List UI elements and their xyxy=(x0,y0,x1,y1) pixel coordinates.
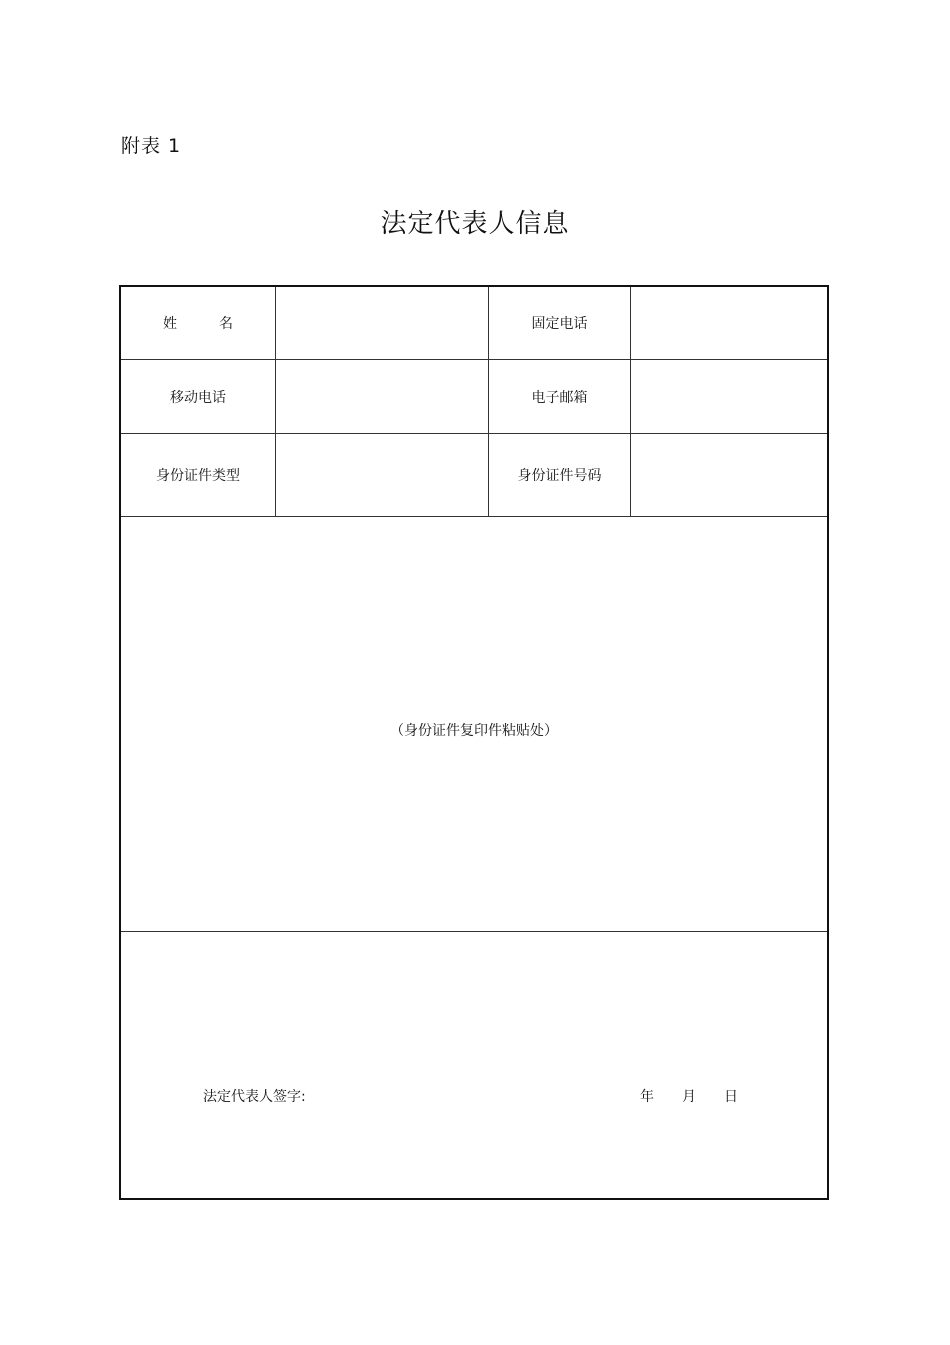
mobile-label: 移动电话 xyxy=(170,389,226,406)
email-field[interactable] xyxy=(631,360,827,433)
date-month-label: 月 xyxy=(682,1089,696,1105)
id-type-label: 身份证件类型 xyxy=(156,468,240,484)
signature-field[interactable] xyxy=(321,1067,601,1107)
id-type-field[interactable] xyxy=(276,434,488,516)
signature-label: 法定代表人签字: xyxy=(203,1089,306,1105)
name-field[interactable] xyxy=(276,287,488,359)
id-number-label: 身份证件号码 xyxy=(517,468,602,484)
section-divider xyxy=(121,931,827,932)
name-label xyxy=(121,287,275,359)
email-label: 电子邮箱 xyxy=(531,389,588,406)
landline-field[interactable] xyxy=(631,287,827,359)
id-copy-note: （身份证件复印件粘贴处） xyxy=(390,723,558,739)
mobile-field[interactable] xyxy=(276,360,488,433)
legal-representative-form xyxy=(119,285,829,1200)
date-day-label: 日 xyxy=(724,1089,738,1105)
name-label-char: 姓 xyxy=(163,316,177,332)
id-number-field[interactable] xyxy=(631,434,827,516)
landline-label: 固定电话 xyxy=(531,316,588,332)
page-title: 法定代表人信息 xyxy=(380,209,570,239)
appendix-label: 附表 1 xyxy=(121,135,182,157)
date-year-label: 年 xyxy=(640,1089,654,1105)
name-label-char: 名 xyxy=(219,316,233,332)
